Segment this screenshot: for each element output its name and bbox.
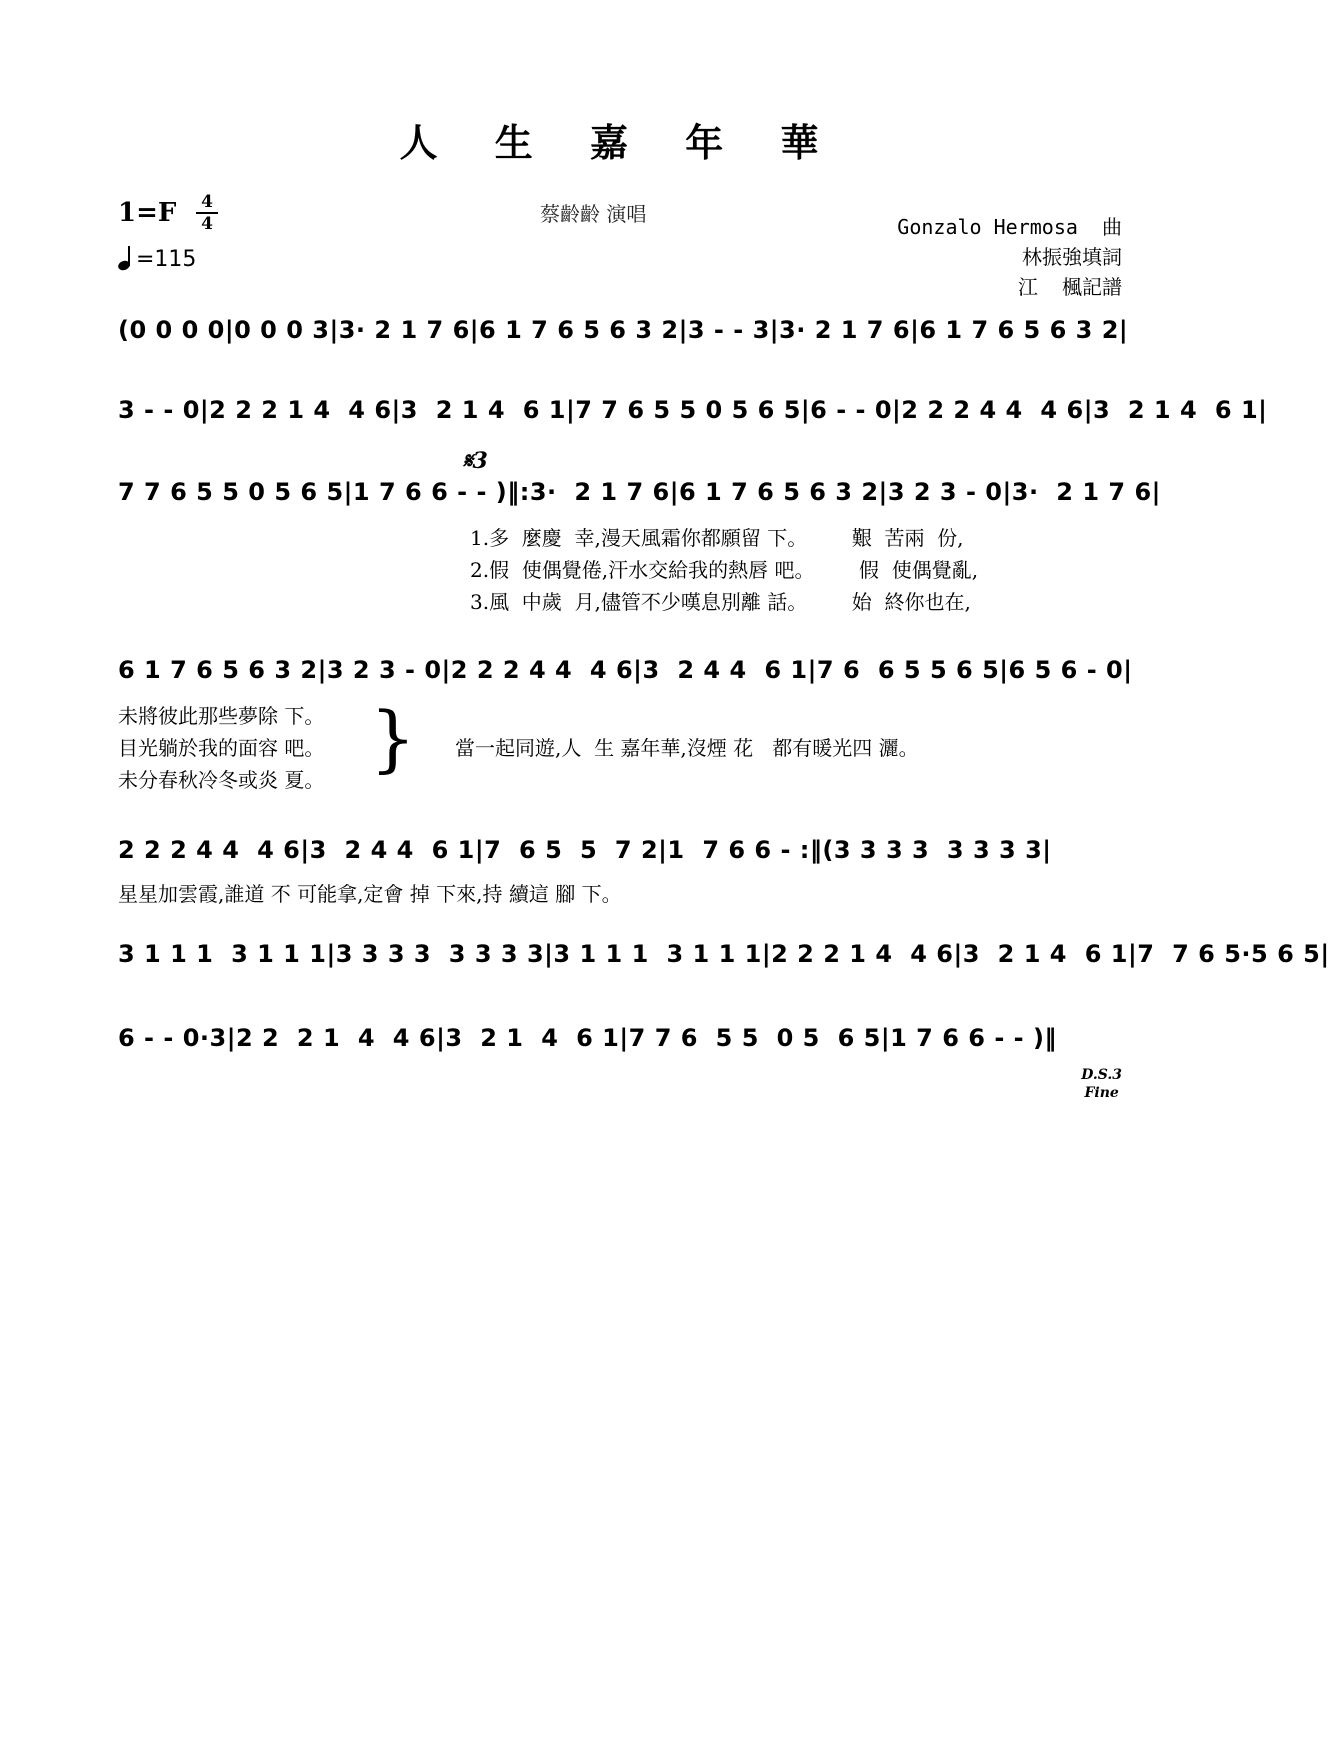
quarter-note-icon bbox=[118, 246, 136, 270]
score-line-3: 7 7 6 5 5 0 5 6 5|1 7 6 6 - - )‖:3· 2 1 7 6|6 1 7 6 5 6 3 2|3 2 3 - 0|3· 2 1 7 6| bbox=[118, 478, 1161, 506]
lyric-verse-3: 3.風 中歲 月,儘管不少嘆息別離 話。 始 終你也在, bbox=[470, 590, 971, 614]
score-line-6: 3 1 1 1 3 1 1 1|3 3 3 3 3 3 3 3|3 1 1 1 3 1 1 1|2 2 2 1 4 4 6|3 2 1 4 6 1|7 7 6 5·5 6 5| bbox=[118, 940, 1330, 968]
lyric-line-4c: 未分春秋冷冬或炎 夏。 bbox=[118, 768, 325, 792]
lyric-chorus-1: 當一起同遊,人 生 嘉年華,沒煙 花 都有暖光四 灑。 bbox=[455, 736, 919, 760]
key-signature: 1=F bbox=[118, 198, 177, 228]
tempo-value: =115 bbox=[136, 247, 197, 272]
time-signature-bottom: 4 bbox=[201, 214, 213, 234]
lyric-verse-2: 2.假 使偶覺倦,汗水交給我的熱唇 吧。 假 使偶覺亂, bbox=[470, 558, 979, 582]
song-title: 人 生 嘉 年 華 bbox=[399, 120, 841, 165]
singer-credit: 蔡齡齡 演唱 bbox=[540, 202, 647, 226]
dal-segno-mark: D.S.3 bbox=[1081, 1067, 1122, 1083]
segno-sign: 𝄋3 bbox=[463, 448, 488, 474]
time-signature bbox=[196, 193, 218, 233]
ending-marks bbox=[1081, 1066, 1122, 1102]
time-signature-top: 4 bbox=[201, 192, 213, 212]
score-line-4: 6 1 7 6 5 6 3 2|3 2 3 - 0|2 2 2 4 4 4 6|3 2 4 4 6 1|7 6 6 5 5 6 5|6 5 6 - 0| bbox=[118, 656, 1133, 684]
lyric-line-4b: 目光躺於我的面容 吧。 bbox=[118, 736, 325, 760]
lyricist-credit: 林振強填詞 bbox=[1022, 245, 1122, 269]
score-line-7: 6 - - 0·3|2 2 2 1 4 4 6|3 2 1 4 6 1|7 7 6 5 5 0 5 6 5|1 7 6 6 - - )‖ bbox=[118, 1024, 1057, 1052]
composer-credit: Gonzalo Hermosa 曲 bbox=[897, 215, 1122, 239]
verse-brace: } bbox=[370, 696, 416, 780]
score-line-5: 2 2 2 4 4 4 6|3 2 4 4 6 1|7 6 5 5 7 2|1 7 6 6 - :‖(3 3 3 3 3 3 3 3| bbox=[118, 836, 1052, 864]
transcriber-credit: 江 楓記譜 bbox=[1017, 275, 1122, 299]
score-line-1: (0 0 0 0|0 0 0 3|3· 2 1 7 6|6 1 7 6 5 6 3 2|3 - - 3|3· 2 1 7 6|6 1 7 6 5 6 3 2| bbox=[118, 316, 1129, 344]
credits-block bbox=[897, 212, 1122, 302]
fine-mark: Fine bbox=[1084, 1085, 1119, 1101]
tempo-marking bbox=[118, 246, 196, 272]
lyric-line-4a: 未將彼此那些夢除 下。 bbox=[118, 704, 325, 728]
score-line-2: 3 - - 0|2 2 2 1 4 4 6|3 2 1 4 6 1|7 7 6 5 5 0 5 6 5|6 - - 0|2 2 2 4 4 4 6|3 2 1 4 6 1| bbox=[118, 396, 1268, 424]
lyric-verse-1: 1.多 麼慶 幸,漫天風霜你都願留 下。 艱 苦兩 份, bbox=[470, 526, 964, 550]
lyric-chorus-2: 星星加雲霞,誰道 不 可能拿,定會 掉 下來,持 續這 腳 下。 bbox=[118, 882, 622, 906]
